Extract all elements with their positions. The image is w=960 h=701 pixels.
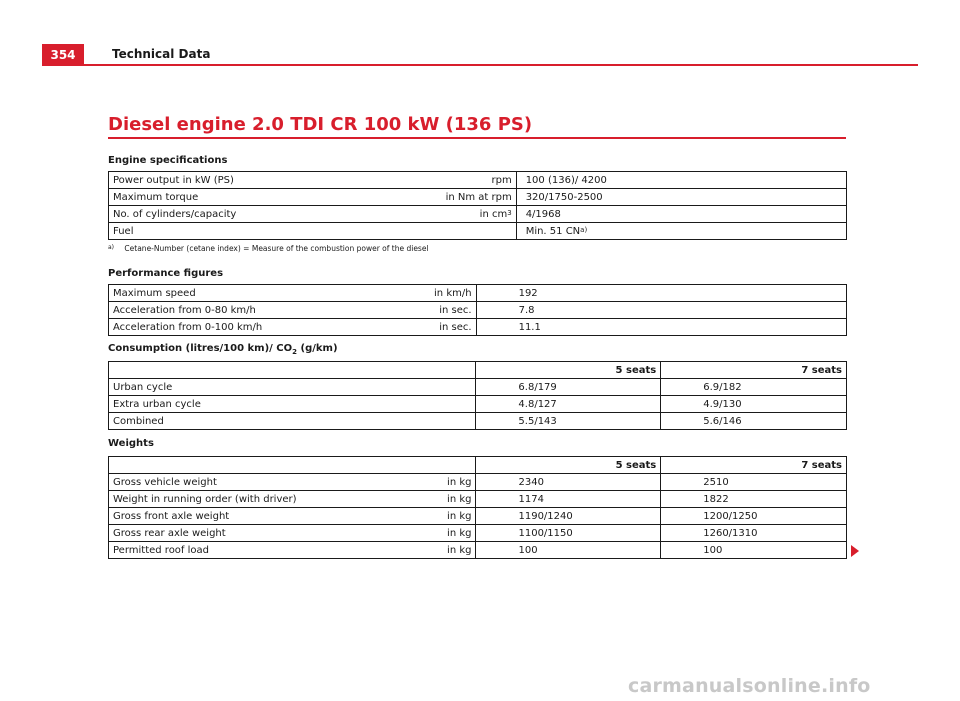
table-row: [109, 542, 847, 559]
value-7-seats: 1200/1250: [661, 508, 847, 525]
running-title: Technical Data: [112, 47, 211, 61]
label-text: Acceleration from 0-80 km/h: [113, 304, 256, 316]
value-5-seats: 1174: [476, 491, 661, 508]
unit-text: in cm: [479, 208, 508, 220]
table-row: [109, 379, 847, 396]
spec-value: 192: [476, 285, 846, 302]
table-row: [109, 319, 847, 336]
engine-heading: Engine specifications: [108, 155, 228, 166]
table-row: [109, 474, 847, 491]
table-row: [109, 508, 847, 525]
spec-label: Fuel: [109, 223, 442, 240]
next-page-arrow-icon: [851, 545, 859, 557]
spec-value: 7.8: [476, 302, 846, 319]
consumption-table: [108, 361, 847, 430]
footnote: [108, 244, 429, 253]
col-5-seats: 5 seats: [476, 457, 661, 474]
table-row: [109, 223, 847, 240]
table-row: [109, 172, 847, 189]
value-text: 4/1968: [525, 208, 561, 220]
spec-unit: [442, 206, 517, 223]
header-blank: [109, 362, 476, 379]
label-text: Gross rear axle weight: [113, 527, 226, 539]
spec-value: [516, 206, 846, 223]
watermark: carmanualsonline.info: [628, 675, 871, 697]
value-7-seats: 1822: [661, 491, 847, 508]
row-unit: in kg: [447, 510, 472, 522]
engine-table: [108, 171, 847, 240]
performance-heading: Performance figures: [108, 268, 224, 279]
value-text: 100 (136)/ 4200: [525, 174, 607, 186]
consumption-header-row: [109, 362, 847, 379]
spec-value: [516, 172, 846, 189]
row-label: [109, 474, 476, 491]
table-row: [109, 396, 847, 413]
spec-label: [109, 302, 477, 319]
performance-table: [108, 284, 847, 336]
header-rule: [84, 64, 918, 66]
table-row: [109, 525, 847, 542]
value-superscript: a): [580, 225, 588, 234]
row-unit: in kg: [447, 544, 472, 556]
footnote-mark: a): [108, 244, 115, 251]
spec-label: No. of cylinders/capacity: [109, 206, 442, 223]
unit-superscript: 3: [507, 208, 512, 217]
spec-label: Power output in kW (PS): [109, 172, 442, 189]
row-unit: in kg: [447, 493, 472, 505]
spec-label: [109, 319, 477, 336]
value-text: Min. 51 CN: [525, 225, 581, 237]
row-unit: in kg: [447, 476, 472, 488]
table-row: [109, 491, 847, 508]
spec-label: [109, 285, 477, 302]
value-text: 320/1750-2500: [525, 191, 603, 203]
unit-text: in Nm at rpm: [445, 191, 512, 203]
label-text: Gross front axle weight: [113, 510, 230, 522]
value-5-seats: 4.8/127: [476, 396, 661, 413]
weights-heading: Weights: [108, 438, 154, 449]
spec-unit: in sec.: [439, 304, 472, 316]
table-row: [109, 413, 847, 430]
spec-unit: [442, 172, 517, 189]
table-row: [109, 206, 847, 223]
col-7-seats: 7 seats: [661, 457, 847, 474]
consumption-heading-text: Consumption (litres/100 km)/ CO: [108, 343, 293, 354]
weights-table: [108, 456, 847, 559]
spec-unit: [442, 189, 517, 206]
row-label: Combined: [109, 413, 476, 430]
value-7-seats: 6.9/182: [661, 379, 847, 396]
row-unit: in kg: [447, 527, 472, 539]
row-label: [109, 491, 476, 508]
value-5-seats: 2340: [476, 474, 661, 491]
consumption-heading-unit: (g/km): [297, 343, 338, 354]
label-text: Acceleration from 0-100 km/h: [113, 321, 263, 333]
value-5-seats: 1100/1150: [476, 525, 661, 542]
value-7-seats: 100: [661, 542, 847, 559]
spec-value: 11.1: [476, 319, 846, 336]
label-text: Weight in running order (with driver): [113, 493, 297, 505]
label-text: Permitted roof load: [113, 544, 210, 556]
row-label: Extra urban cycle: [109, 396, 476, 413]
value-7-seats: 5.6/146: [661, 413, 847, 430]
row-label: Urban cycle: [109, 379, 476, 396]
row-label: [109, 542, 476, 559]
table-row: [109, 285, 847, 302]
col-7-seats: 7 seats: [661, 362, 847, 379]
header-blank: [109, 457, 476, 474]
row-label: [109, 508, 476, 525]
label-text: Gross vehicle weight: [113, 476, 217, 488]
page-number: 354: [42, 44, 84, 66]
co2-subscript: 2: [292, 348, 298, 356]
value-5-seats: 5.5/143: [476, 413, 661, 430]
col-5-seats: 5 seats: [476, 362, 661, 379]
weights-header-row: [109, 457, 847, 474]
table-row: [109, 189, 847, 206]
spec-unit: in sec.: [439, 321, 472, 333]
spec-unit: in km/h: [434, 287, 472, 299]
value-5-seats: 1190/1240: [476, 508, 661, 525]
value-7-seats: 4.9/130: [661, 396, 847, 413]
page-title: Diesel engine 2.0 TDI CR 100 kW (136 PS): [108, 114, 533, 135]
value-5-seats: 100: [476, 542, 661, 559]
unit-text: rpm: [491, 174, 512, 186]
footnote-text: Cetane-Number (cetane index) = Measure of the combustion power of the diesel: [124, 244, 429, 253]
spec-value: [516, 189, 846, 206]
title-rule: [108, 137, 846, 139]
spec-label: Maximum torque: [109, 189, 442, 206]
value-5-seats: 6.8/179: [476, 379, 661, 396]
consumption-heading: [108, 343, 338, 356]
spec-unit: [442, 223, 517, 240]
row-label: [109, 525, 476, 542]
label-text: Maximum speed: [113, 287, 196, 299]
value-7-seats: 1260/1310: [661, 525, 847, 542]
table-row: [109, 302, 847, 319]
spec-value: [516, 223, 846, 240]
value-7-seats: 2510: [661, 474, 847, 491]
